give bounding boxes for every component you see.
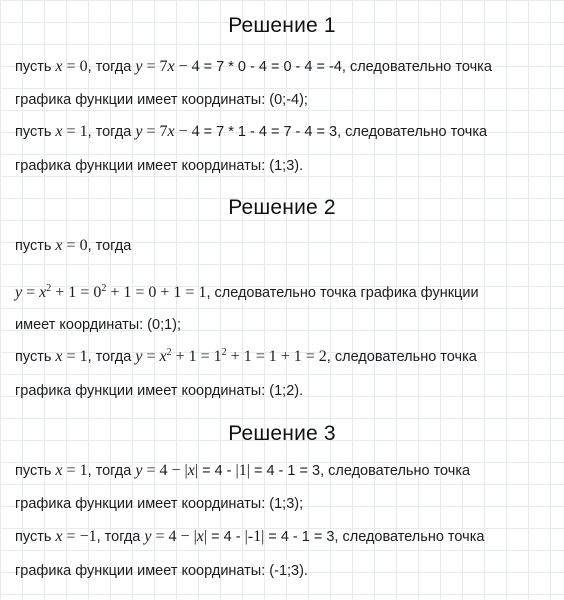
text-segment: = 7 * 0 - 4 = 0 - 4 = -4, следовательно точка [199,59,492,75]
solution-1-line-1 [15,56,492,78]
text-segment: , тогда [96,529,145,545]
text-segment: = 4 - 1 = 3, следовательно точка [264,529,485,545]
math-expression: x = 0 [55,58,88,75]
text-segment: пусть [15,529,56,545]
text-segment: = 4 - [207,529,245,545]
math-expression: |-1| [244,528,265,545]
solution-1-heading: Решение 1 [228,14,336,37]
text-segment: графика функции имеет координаты: (-1;3). [15,563,308,579]
solution-1-line-3 [15,121,487,143]
text-segment: пусть [15,238,56,254]
text-segment: , следовательно точка [326,349,477,365]
math-expression: $y = x^2 + 1 = 0^2 + 1 = 0 + 1 = 1$ [15,283,207,301]
text-segment: , тогда [87,59,136,75]
solution-2-line-5 [15,380,303,402]
solution-2-line-2 [15,282,479,304]
solution-2-heading: Решение 2 [228,196,336,219]
text-segment: графика функции имеет координаты: (1;2). [15,383,304,399]
solution-3-line-4 [15,560,308,582]
math-expression: x = 1 [55,123,88,140]
text-segment: , тогда [87,124,136,140]
math-expression: y = 7x − 4 [135,58,200,75]
solution-1-line-4 [15,155,303,177]
math-expression: y = 4 − |x| [144,528,208,545]
text-segment: имеет координаты: (0;1); [15,317,182,333]
text-segment: = 7 * 1 - 4 = 7 - 4 = 3, следовательно точка [199,124,488,140]
text-segment: = 4 - 1 = 3, следовательно точка [249,463,471,479]
text-segment: пусть [15,349,56,365]
math-expression: |1| [235,462,250,479]
solution-3-heading: Решение 3 [228,422,336,445]
text-segment: , тогда [87,349,136,365]
text-segment: графика функции имеет координаты: (1;3). [15,158,304,174]
text-segment: графика функции имеет координаты: (0;-4); [15,92,308,108]
text-segment: , тогда [87,463,136,479]
math-expression: x = −1 [55,528,97,545]
math-expression: y = 4 − |x| [135,462,199,479]
math-expression: x = 0 [55,237,88,254]
solution-3-line-2 [15,493,303,515]
math-expression: $y = x^2 + 1 = 1^2 + 1 = 1 + 1 = 2$ [135,347,327,365]
text-segment: , следовательно точка графика функции [206,285,479,301]
solution-1-line-2 [15,89,308,111]
solution-3-line-3 [15,526,484,548]
text-segment: пусть [15,463,56,479]
text-segment: , тогда [87,238,132,254]
text-segment: пусть [15,59,56,75]
math-expression: x = 1 [55,462,88,479]
math-expression: x = 1 [55,348,88,365]
solution-2-line-4 [15,346,477,368]
solution-2-line-3 [15,314,181,336]
text-segment: = 4 - [198,463,236,479]
text-segment: графика функции имеет координаты: (1;3); [15,496,304,512]
solution-3-line-1 [15,460,470,482]
text-segment: пусть [15,124,56,140]
math-expression: y = 7x − 4 [135,123,200,140]
solution-2-line-1 [15,235,131,257]
